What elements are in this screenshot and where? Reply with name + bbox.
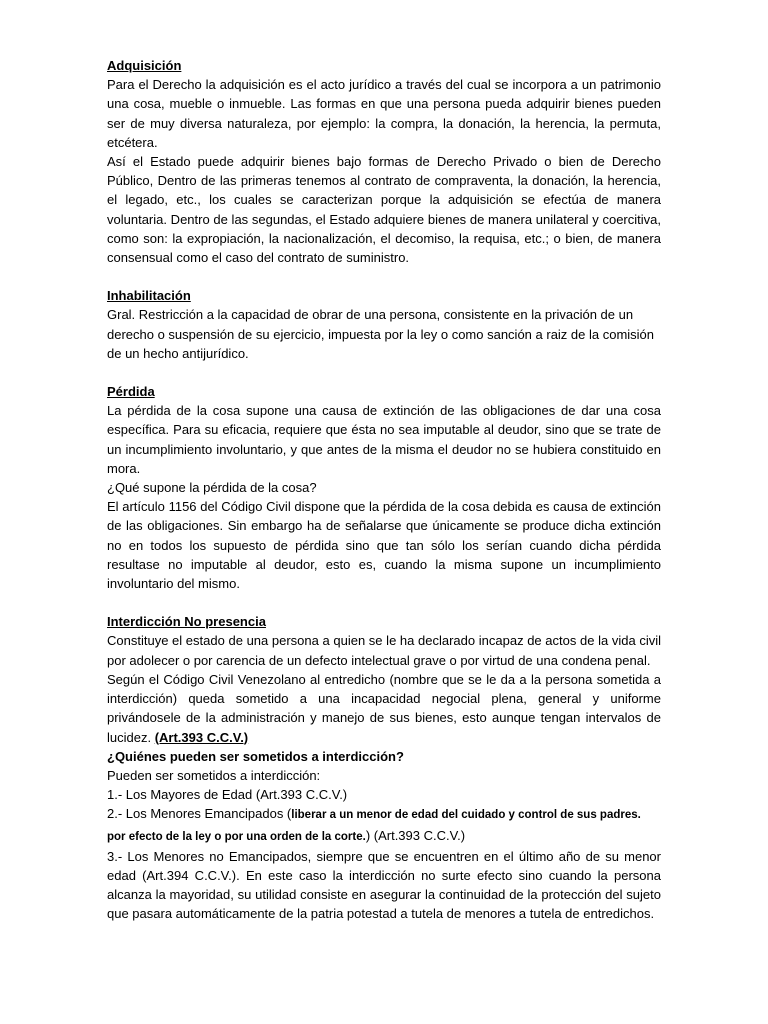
paragraph: Así el Estado puede adquirir bienes bajo formas de Derecho Privado o bien de Derecho Público, Dentro de las primeras tenemos al contrato de compraventa, la donación, la herencia, el legado, etc., los cuales se caracterizan porque la adquisición se efectúa de manera voluntaria. Dentro de las segundas, el Estado adquiere bienes de manera unilateral y coercitiva, como son: la expropiación, la nacionalización, el decomiso, la requisa, etc.; o bien, de manera consensual como el caso del contrato de suministro.	[107, 154, 661, 266]
paragraph: Gral. Restricción a la capacidad de obrar de una persona, consistente en la privación de un derecho o suspensión de su ejercicio, impuesta por la ley o como sanción a raiz de la comisión de un hecho antijurídico.	[107, 307, 655, 361]
paragraph: Para el Derecho la adquisición es el acto jurídico a través del cual se incorpora a un patrimonio una cosa, mueble o inmueble. Las formas en que una persona pueda adquirir bienes pueden ser de muy diversa naturaleza, por ejemplo: la compra, la donación, la herencia, la permuta, etcétera.	[107, 77, 661, 150]
paragraph: El artículo 1156 del Código Civil dispone que la pérdida de la cosa debida es causa de extinción de las obligaciones. Sin embargo ha de señalarse que únicamente se produce dicha extinción no en todos los supuesto de pérdida sino que tan sólo los serían cuando dicha pérdida resultase no imputable al deudor, esto es, cuando la misma supone un incumplimiento involuntario del mismo.	[107, 499, 661, 592]
article-reference: (Art.393 C.C.V.)	[154, 729, 249, 745]
paragraph: La pérdida de la cosa supone una causa de extinción de las obligaciones de dar una cosa específica. Para su eficacia, requiere que ésta no sea imputable al deudor, sino que se trate de un incumplimiento involuntario, y que antes de la misma el deudor no se hubiera constituido en mora.	[107, 403, 661, 476]
question: ¿Qué supone la pérdida de la cosa?	[107, 480, 317, 496]
section-inhabilitacion	[107, 286, 661, 363]
list-item-note: liberar a un menor de edad del cuidado y control de sus padres. por efecto de la ley o por una orden de la corte.	[107, 809, 641, 843]
paragraph	[107, 670, 661, 747]
question: ¿Quiénes pueden ser sometidos a interdicción?	[107, 748, 404, 764]
heading-perdida: Pérdida	[107, 384, 155, 400]
list-item-text: 2.- Los Menores Emancipados (	[107, 806, 292, 822]
list-item	[107, 804, 661, 846]
paragraph-text: Según el Código Civil Venezolano al entredicho (nombre que se le da a la persona sometida a interdicción) queda sometido a una incapacidad negocial plena, general y uniforme privándosele de la administración y manejo de sus bienes, esto aunque tengan intervalos de lucidez.	[107, 671, 661, 745]
heading-interdiccion: Interdicción No presencia	[107, 614, 266, 630]
list-item-text: ) (Art.393 C.C.V.)	[365, 827, 466, 843]
paragraph: Constituye el estado de una persona a quien se le ha declarado incapaz de actos de la vida civil por adolecer o por carencia de un defecto intelectual grave o por virtud de una condena penal.	[107, 633, 661, 668]
section-adquisicion	[107, 56, 661, 267]
heading-adquisicion: Adquisición	[107, 58, 182, 73]
heading-inhabilitacion: Inhabilitación	[107, 288, 191, 304]
section-perdida	[107, 382, 661, 593]
section-interdiccion	[107, 612, 661, 923]
list-item: 3.- Los Menores no Emancipados, siempre que se encuentren en el último año de su menor edad (Art.394 C.C.V.). En este caso la interdicción no surte efecto sino cuando la persona alcanza la mayoridad, su utilidad consiste en asegurar la continuidad de la protección del sujeto que pasara automáticamente de la patria potestad a tutela de menores a tutela de entredichos.	[107, 848, 661, 922]
list-item: 1.- Los Mayores de Edad (Art.393 C.C.V.)	[107, 787, 348, 803]
list-intro: Pueden ser sometidos a interdicción:	[107, 767, 321, 783]
document-page	[107, 56, 661, 943]
